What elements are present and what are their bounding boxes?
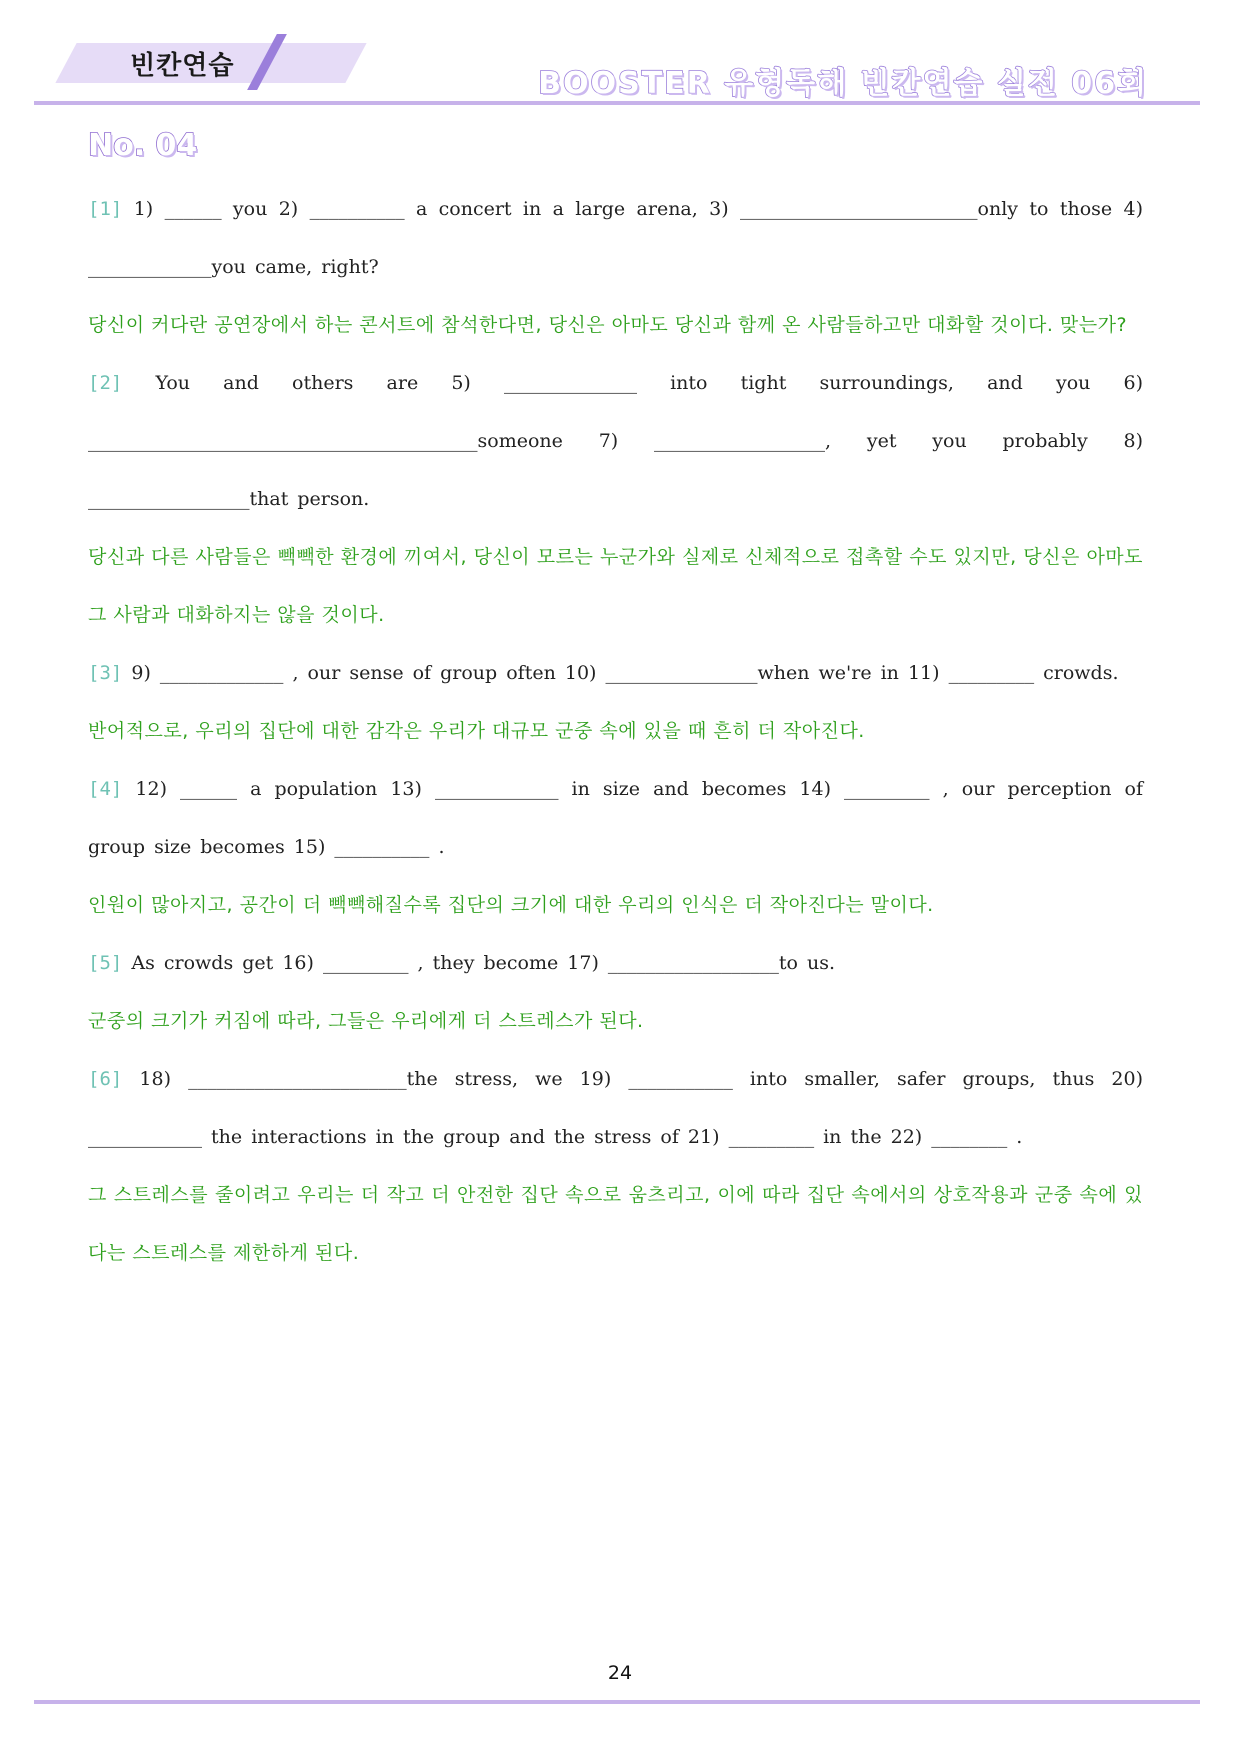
sentence-block-4 — [88, 760, 1143, 934]
english-sentence — [88, 1050, 1143, 1166]
footer-divider — [34, 1700, 1200, 1704]
english-sentence — [88, 354, 1143, 528]
english-text: 12) ______ a population 13) _____________ in size and becomes 14) _________ , our perception of group size becomes 15) __________ . — [88, 778, 1143, 858]
sentence-block-6 — [88, 1050, 1143, 1282]
sentence-marker: [1] — [88, 198, 123, 220]
sentence-marker: [2] — [88, 372, 123, 394]
sentence-block-3 — [88, 644, 1143, 760]
english-text: As crowds get 16) _________ , they become 17) __________________to us. — [131, 952, 836, 974]
korean-translation: 당신과 다른 사람들은 빽빽한 환경에 끼여서, 당신이 모르는 누군가와 실제로 신체적으로 접촉할 수도 있지만, 당신은 아마도 그 사람과 대화하지는 않을 것이다. — [88, 546, 1143, 626]
header-divider — [34, 101, 1200, 105]
korean-translation: 인원이 많아지고, 공간이 더 빽빽해질수록 집단의 크기에 대한 우리의 인식은 더 작아진다는 말이다. — [88, 894, 934, 916]
english-text: 1) ______ you 2) __________ a concert in a large arena, 3) _________________________only to those 4) _____________you came, right? — [88, 198, 1143, 278]
sentence-marker: [6] — [88, 1068, 123, 1090]
problem-number: No. 04 — [88, 128, 198, 163]
english-text: 18) _______________________the stress, we 19) ___________ into smaller, safer groups, thus 20) ____________ the interactions in the group and the stress of 21) _________ in the 22) ________ . — [88, 1068, 1143, 1148]
korean-translation: 그 스트레스를 줄이려고 우리는 더 작고 더 안전한 집단 속으로 움츠리고, 이에 따라 집단 속에서의 상호작용과 군중 속에 있다는 스트레스를 제한하게 된다. — [88, 1184, 1143, 1264]
sentence-block-1 — [88, 180, 1143, 354]
english-sentence — [88, 644, 1143, 702]
english-sentence — [88, 180, 1143, 296]
sentence-block-2 — [88, 354, 1143, 644]
exercise-content — [88, 180, 1143, 1282]
sentence-marker: [5] — [88, 952, 123, 974]
english-sentence — [88, 934, 1143, 992]
page-header — [0, 0, 1240, 110]
sentence-marker: [4] — [88, 778, 123, 800]
page-number: 24 — [607, 1662, 633, 1684]
sentence-marker: [3] — [88, 662, 123, 684]
english-text: 9) _____________ , our sense of group often 10) ________________when we're in 11) _________ crowds. — [131, 662, 1119, 684]
english-text: You and others are 5) ______________ into tight surroundings, and you 6) _________________________________________someone 7) __________________, yet you probably 8) _________________that person. — [88, 372, 1143, 510]
korean-translation: 당신이 커다란 공연장에서 하는 콘서트에 참석한다면, 당신은 아마도 당신과 함께 온 사람들하고만 대화할 것이다. 맞는가? — [88, 314, 1128, 336]
english-sentence — [88, 760, 1143, 876]
sentence-block-5 — [88, 934, 1143, 1050]
header-tab-label: 빈칸연습 — [130, 51, 235, 81]
korean-translation: 반어적으로, 우리의 집단에 대한 감각은 우리가 대규모 군중 속에 있을 때 흔히 더 작아진다. — [88, 720, 865, 742]
korean-translation: 군중의 크기가 커짐에 따라, 그들은 우리에게 더 스트레스가 된다. — [88, 1010, 644, 1032]
header-title: BOOSTER 유형독해 빈칸연습 실전 06회 — [538, 66, 1148, 101]
